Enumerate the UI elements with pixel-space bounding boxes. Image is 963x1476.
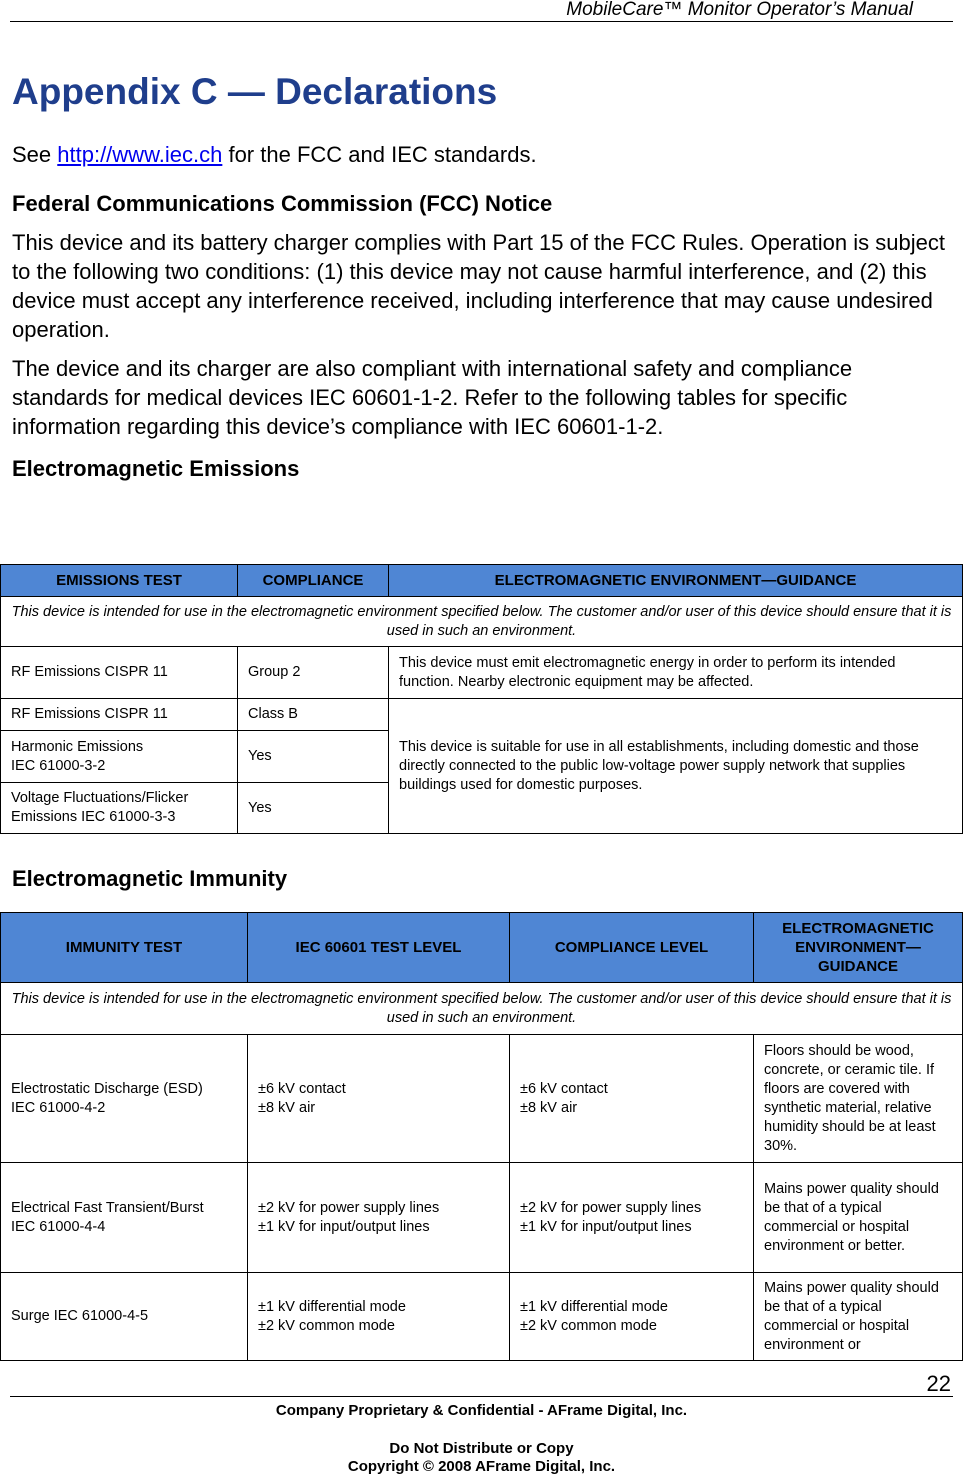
- immunity-level-line: ±6 kV contact: [258, 1080, 346, 1097]
- emissions-test-line: Voltage Fluctuations/Flicker: [11, 790, 189, 806]
- page-content: [12, 70, 952, 483]
- immunity-test: [1, 1035, 248, 1163]
- fcc-paragraph-1: This device and its battery charger complies with Part 15 of the FCC Rules. Operation is subject to the following two conditions: (1) this device may not cause harmful interference, and (2) this device must accept any interference received, including interference that may cause undesired operation.: [12, 230, 945, 342]
- immunity-test-line: Electrical Fast Transient/Burst: [11, 1199, 204, 1216]
- emissions-test-line: Harmonic Emissions: [11, 738, 144, 755]
- immunity-compliance: [510, 1163, 754, 1273]
- emissions-compliance: Yes: [238, 731, 389, 783]
- emissions-col-guidance: ELECTROMAGNETIC ENVIRONMENT—GUIDANCE: [389, 565, 963, 597]
- emissions-col-test: EMISSIONS TEST: [1, 565, 238, 597]
- emissions-guidance: This device is suitable for use in all establishments, including domestic and those directly connected to the public low-voltage power supply network that supplies buildings used for domestic purposes.: [389, 699, 963, 834]
- see-suffix: for the FCC and IEC standards.: [222, 142, 537, 167]
- emissions-note: This device is intended for use in the electromagnetic environment specified below. The customer and/or user of this device should ensure that it is used in such an environment.: [1, 597, 963, 647]
- immunity-test-line: IEC 61000-4-4: [11, 1218, 106, 1235]
- table-row: [1, 1163, 963, 1273]
- running-header: MobileCare™ Monitor Operator’s Manual: [566, 0, 913, 20]
- table-row: [1, 647, 963, 699]
- fcc-paragraph-2: The device and its charger are also compliant with international safety and compliance standards for medical devices IEC 60601-1-2. Refer to the following tables for specific information regarding this device’s compliance with IEC 60601-1-2.: [12, 356, 853, 439]
- immunity-level-line: ±8 kV air: [258, 1099, 316, 1116]
- page-number: 22: [926, 1371, 951, 1396]
- immunity-level: [248, 1273, 510, 1361]
- table-row: [1, 699, 963, 731]
- emissions-guidance: This device must emit electromagnetic energy in order to perform its intended function. Nearby electronic equipment may be affected.: [389, 647, 963, 699]
- immunity-col-level: IEC 60601 TEST LEVEL: [248, 913, 510, 983]
- footer-distribution: Do Not Distribute or Copy: [389, 1440, 574, 1457]
- immunity-guidance: Mains power quality should be that of a typical commercial or hospital environment or: [754, 1273, 963, 1361]
- immunity-guidance: Floors should be wood, concrete, or ceramic tile. If floors are covered with synthetic material, relative humidity should be at least 30%.: [754, 1035, 963, 1163]
- emissions-test: RF Emissions CISPR 11: [1, 647, 238, 699]
- immunity-heading: Electromagnetic Immunity: [12, 866, 288, 891]
- immunity-compliance-line: ±2 kV common mode: [520, 1317, 657, 1334]
- immunity-level-line: ±1 kV for input/output lines: [258, 1218, 430, 1235]
- page-title: Appendix C — Declarations: [12, 71, 498, 112]
- immunity-level-line: ±1 kV differential mode: [258, 1298, 406, 1315]
- footer-copyright: Copyright © 2008 AFrame Digital, Inc.: [347, 1458, 616, 1475]
- emissions-test: [1, 731, 238, 783]
- fcc-heading: Federal Communications Commission (FCC) Notice: [12, 191, 553, 216]
- table-row: [1, 1273, 963, 1361]
- emissions-test-line: Emissions IEC 61000-3-3: [11, 809, 176, 825]
- immunity-compliance-line: ±6 kV contact: [520, 1080, 608, 1097]
- immunity-compliance: [510, 1035, 754, 1163]
- footer-confidential: Company Proprietary & Confidential - AFrame Digital, Inc.: [275, 1402, 688, 1419]
- immunity-table: [0, 912, 963, 1361]
- immunity-compliance-line: ±8 kV air: [520, 1099, 578, 1116]
- see-prefix: See: [12, 142, 58, 167]
- immunity-compliance-line: ±2 kV for power supply lines: [520, 1199, 702, 1216]
- emissions-col-compliance: COMPLIANCE: [238, 565, 389, 597]
- iec-link[interactable]: http://www.iec.ch: [57, 142, 223, 167]
- page-footer: [0, 1402, 963, 1476]
- immunity-level: [248, 1163, 510, 1273]
- footer-rule: [10, 1396, 953, 1397]
- immunity-level-line: ±2 kV common mode: [258, 1317, 395, 1334]
- immunity-level: [248, 1035, 510, 1163]
- immunity-guidance: Mains power quality should be that of a typical commercial or hospital environment or better.: [754, 1163, 963, 1273]
- immunity-test-line: IEC 61000-4-2: [11, 1099, 106, 1116]
- emissions-compliance: Group 2: [238, 647, 389, 699]
- header-rule: [10, 21, 953, 22]
- immunity-col-guidance: ELECTROMAGNETIC ENVIRONMENT— GUIDANCE: [754, 913, 963, 983]
- immunity-compliance-line: ±1 kV for input/output lines: [520, 1218, 692, 1235]
- emissions-heading: Electromagnetic Emissions: [12, 456, 300, 481]
- immunity-col-compliance: COMPLIANCE LEVEL: [510, 913, 754, 983]
- emissions-compliance: Yes: [238, 783, 389, 834]
- immunity-compliance-line: ±1 kV differential mode: [520, 1298, 668, 1315]
- emissions-compliance: Class B: [238, 699, 389, 731]
- immunity-level-line: ±2 kV for power supply lines: [258, 1199, 440, 1216]
- see-line: [12, 142, 952, 168]
- emissions-table: [0, 564, 963, 834]
- emissions-test: [1, 783, 238, 834]
- immunity-note: This device is intended for use in the electromagnetic environment specified below. The customer and/or user of this device should ensure that it is used in such an environment.: [1, 983, 963, 1035]
- immunity-test-line: Electrostatic Discharge (ESD): [11, 1080, 203, 1097]
- emissions-test-line: IEC 61000-3-2: [11, 757, 106, 774]
- immunity-col-test: IMMUNITY TEST: [1, 913, 248, 983]
- immunity-compliance: [510, 1273, 754, 1361]
- table-row: [1, 1035, 963, 1163]
- immunity-test: [1, 1163, 248, 1273]
- immunity-test: Surge IEC 61000-4-5: [1, 1273, 248, 1361]
- emissions-test: RF Emissions CISPR 11: [1, 699, 238, 731]
